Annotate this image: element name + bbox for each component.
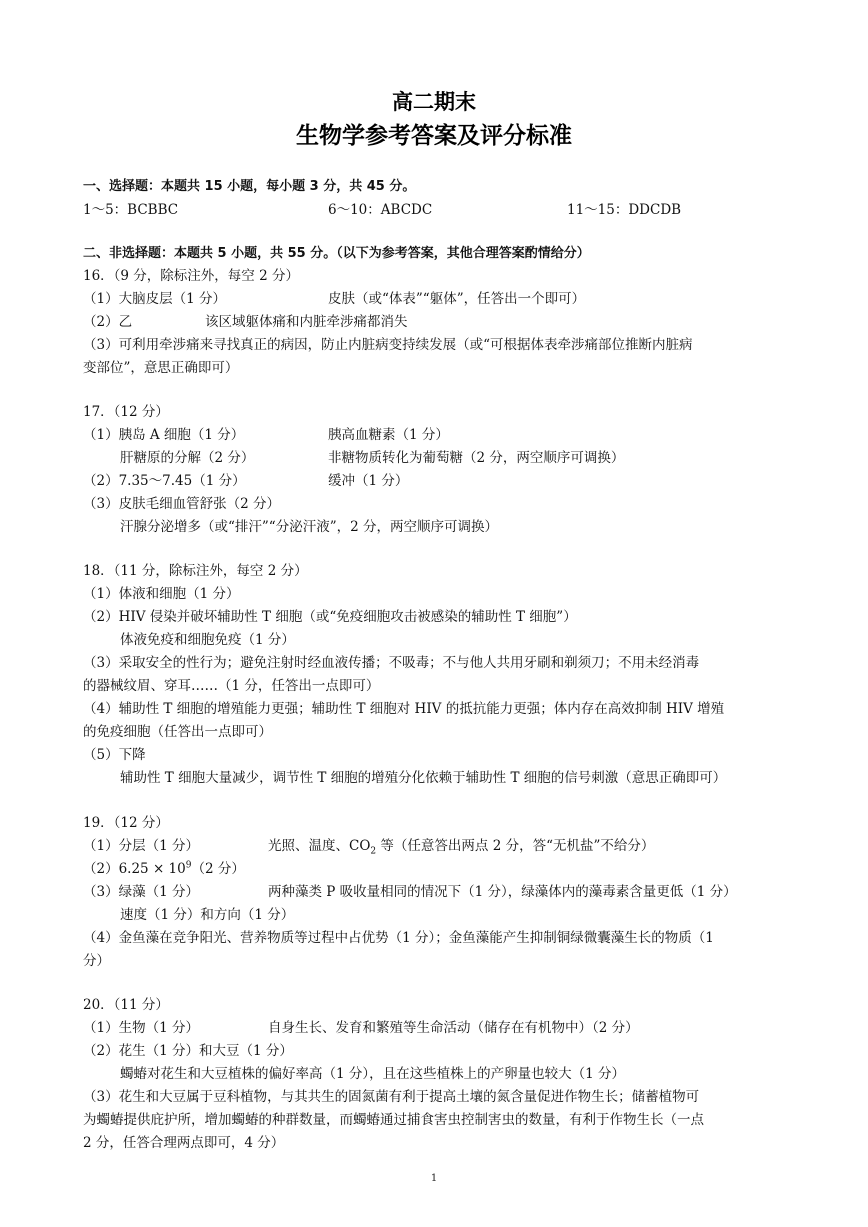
q19-answer-3: （3）绿藻（1 分）	[83, 884, 199, 900]
q18-heading: 18．（11 分，除标注外，每空 2 分）	[83, 563, 308, 579]
q16-answer-3: （3）可利用牵涉痛来寻找真正的病因，防止内脏病变持续发展（或“可根据体表牵涉痛部位推断内脏病	[83, 337, 693, 353]
q20-answer-3-cont1: 为蠋蝽提供庇护所，增加蠋蝽的种群数量，而蠋蝽通过捕食害虫控制害虫的数量，有利于作物生长（一点	[83, 1112, 704, 1128]
page-subtitle: 生物学参考答案及评分标准	[296, 123, 572, 149]
q17-answer-3: （3）皮肤毛细血管舒张（2 分）	[83, 496, 280, 512]
q16-answer-1: （1）大脑皮层（1 分）	[83, 291, 226, 307]
q16-answer-2b: 该区域躯体痛和内脏牵涉痛都消失	[205, 314, 408, 330]
q20-answer-1b: 自身生长、发育和繁殖等生命活动（储存在有机物中）（2 分）	[268, 1020, 639, 1036]
part2-heading: 二、非选择题：本题共 5 小题，共 55 分。（以下为参考答案，其他合理答案酌情给分）	[83, 246, 590, 261]
q17-answer-3b: 汗腺分泌增多（或“排汗”“分泌汗液”，2 分，两空顺序可调换）	[120, 519, 498, 535]
q16-answer-3-cont: 变部位”，意思正确即可）	[83, 360, 239, 376]
q19-answer-4: （4）金鱼藻在竞争阳光、营养物质等过程中占优势（1 分）；金鱼藻能产生抑制铜绿微囊藻生长的物质（1	[83, 930, 714, 946]
q20-answer-3: （3）花生和大豆属于豆科植物，与其共生的固氮菌有利于提高土壤的氮含量促进作物生长；储蓄植物可	[83, 1089, 700, 1105]
q17-heading: 17．（12 分）	[83, 404, 169, 420]
q19-answer-2-sup: 9	[185, 860, 192, 871]
q17-answer-1b: 胰高血糖素（1 分）	[328, 427, 449, 443]
mc-answer-1-5: 1～5：BCBBC	[83, 202, 179, 218]
q18-answer-5: （5）下降	[83, 747, 146, 763]
q19-answer-2-post: （2 分）	[191, 861, 245, 877]
q19-answer-1: （1）分层（1 分）	[83, 838, 199, 854]
q20-answer-2: （2）花生（1 分）和大豆（1 分）	[83, 1043, 293, 1059]
q17-answer-1c: 肝糖原的分解（2 分）	[120, 450, 255, 466]
q19-answer-1b	[268, 836, 654, 856]
q19-answer-3c: 速度（1 分）和方向（1 分）	[120, 907, 295, 923]
q20-answer-1: （1）生物（1 分）	[83, 1020, 199, 1036]
q18-answer-4: （4）辅助性 T 细胞的增殖能力更强；辅助性 T 细胞对 HIV 的抵抗能力更强；体内存在高效抑制 HIV 增殖	[83, 701, 725, 717]
q18-answer-2b: 体液免疫和细胞免疫（1 分）	[120, 632, 295, 648]
part1-heading: 一、选择题：本题共 15 小题，每小题 3 分，共 45 分。	[83, 179, 416, 194]
q19-answer-2-pre: （2）6.25 × 10	[83, 861, 186, 877]
q19-answer-1b-post: 等（任意答出两点 2 分，答“无机盐”不给分）	[376, 838, 655, 854]
q18-answer-4-cont: 的免疫细胞（任答出一点即可）	[83, 724, 272, 740]
page-title: 高二期末	[392, 90, 476, 114]
q19-answer-1b-pre: 光照、温度、CO	[268, 838, 371, 854]
q19-answer-4-cont: 分）	[83, 953, 110, 969]
q17-answer-1: （1）胰岛 A 细胞（1 分）	[83, 427, 245, 443]
q17-answer-2b: 缓冲（1 分）	[328, 473, 409, 489]
q18-answer-3-cont: 的器械纹眉、穿耳……（1 分，任答出一点即可）	[83, 678, 380, 694]
q18-answer-3: （3）采取安全的性行为；避免注射时经血液传播；不吸毒；不与他人共用牙刷和剃须刀；不用未经消毒	[83, 655, 700, 671]
q16-answer-2: （2）乙	[83, 314, 133, 330]
q20-answer-3-cont2: 2 分，任答合理两点即可，4 分）	[83, 1135, 285, 1151]
q16-answer-1b: 皮肤（或“体表”“躯体”，任答出一个即可）	[328, 291, 586, 307]
q19-answer-3b: 两种藻类 P 吸收量相同的情况下（1 分），绿藻体内的藻毒素含量更低（1 分）	[268, 884, 737, 900]
q17-answer-1d: 非糖物质转化为葡萄糖（2 分，两空顺序可调换）	[328, 450, 625, 466]
q19-answer-1b-sub: 2	[370, 846, 377, 857]
q19-answer-2	[83, 859, 245, 879]
q20-heading: 20．（11 分）	[83, 997, 169, 1013]
q16-heading: 16．（9 分，除标注外，每空 2 分）	[83, 268, 299, 284]
page-number: 1	[430, 1173, 438, 1184]
q18-answer-5b: 辅助性 T 细胞大量减少，调节性 T 细胞的增殖分化依赖于辅助性 T 细胞的信号刺激（意思正确即可）	[120, 770, 727, 786]
q19-heading: 19．（12 分）	[83, 815, 169, 831]
mc-answer-6-10: 6～10：ABCDC	[328, 202, 433, 218]
q17-answer-2: （2）7.35～7.45（1 分）	[83, 473, 246, 489]
q18-answer-2: （2）HIV 侵染并破坏辅助性 T 细胞（或“免疫细胞攻击被感染的辅助性 T 细胞”）	[83, 609, 577, 625]
q18-answer-1: （1）体液和细胞（1 分）	[83, 586, 240, 602]
q20-answer-2b: 蠋蝽对花生和大豆植株的偏好率高（1 分），且在这些植株上的产卵量也较大（1 分）	[120, 1066, 626, 1082]
mc-answer-11-15: 11～15：DDCDB	[567, 202, 682, 218]
